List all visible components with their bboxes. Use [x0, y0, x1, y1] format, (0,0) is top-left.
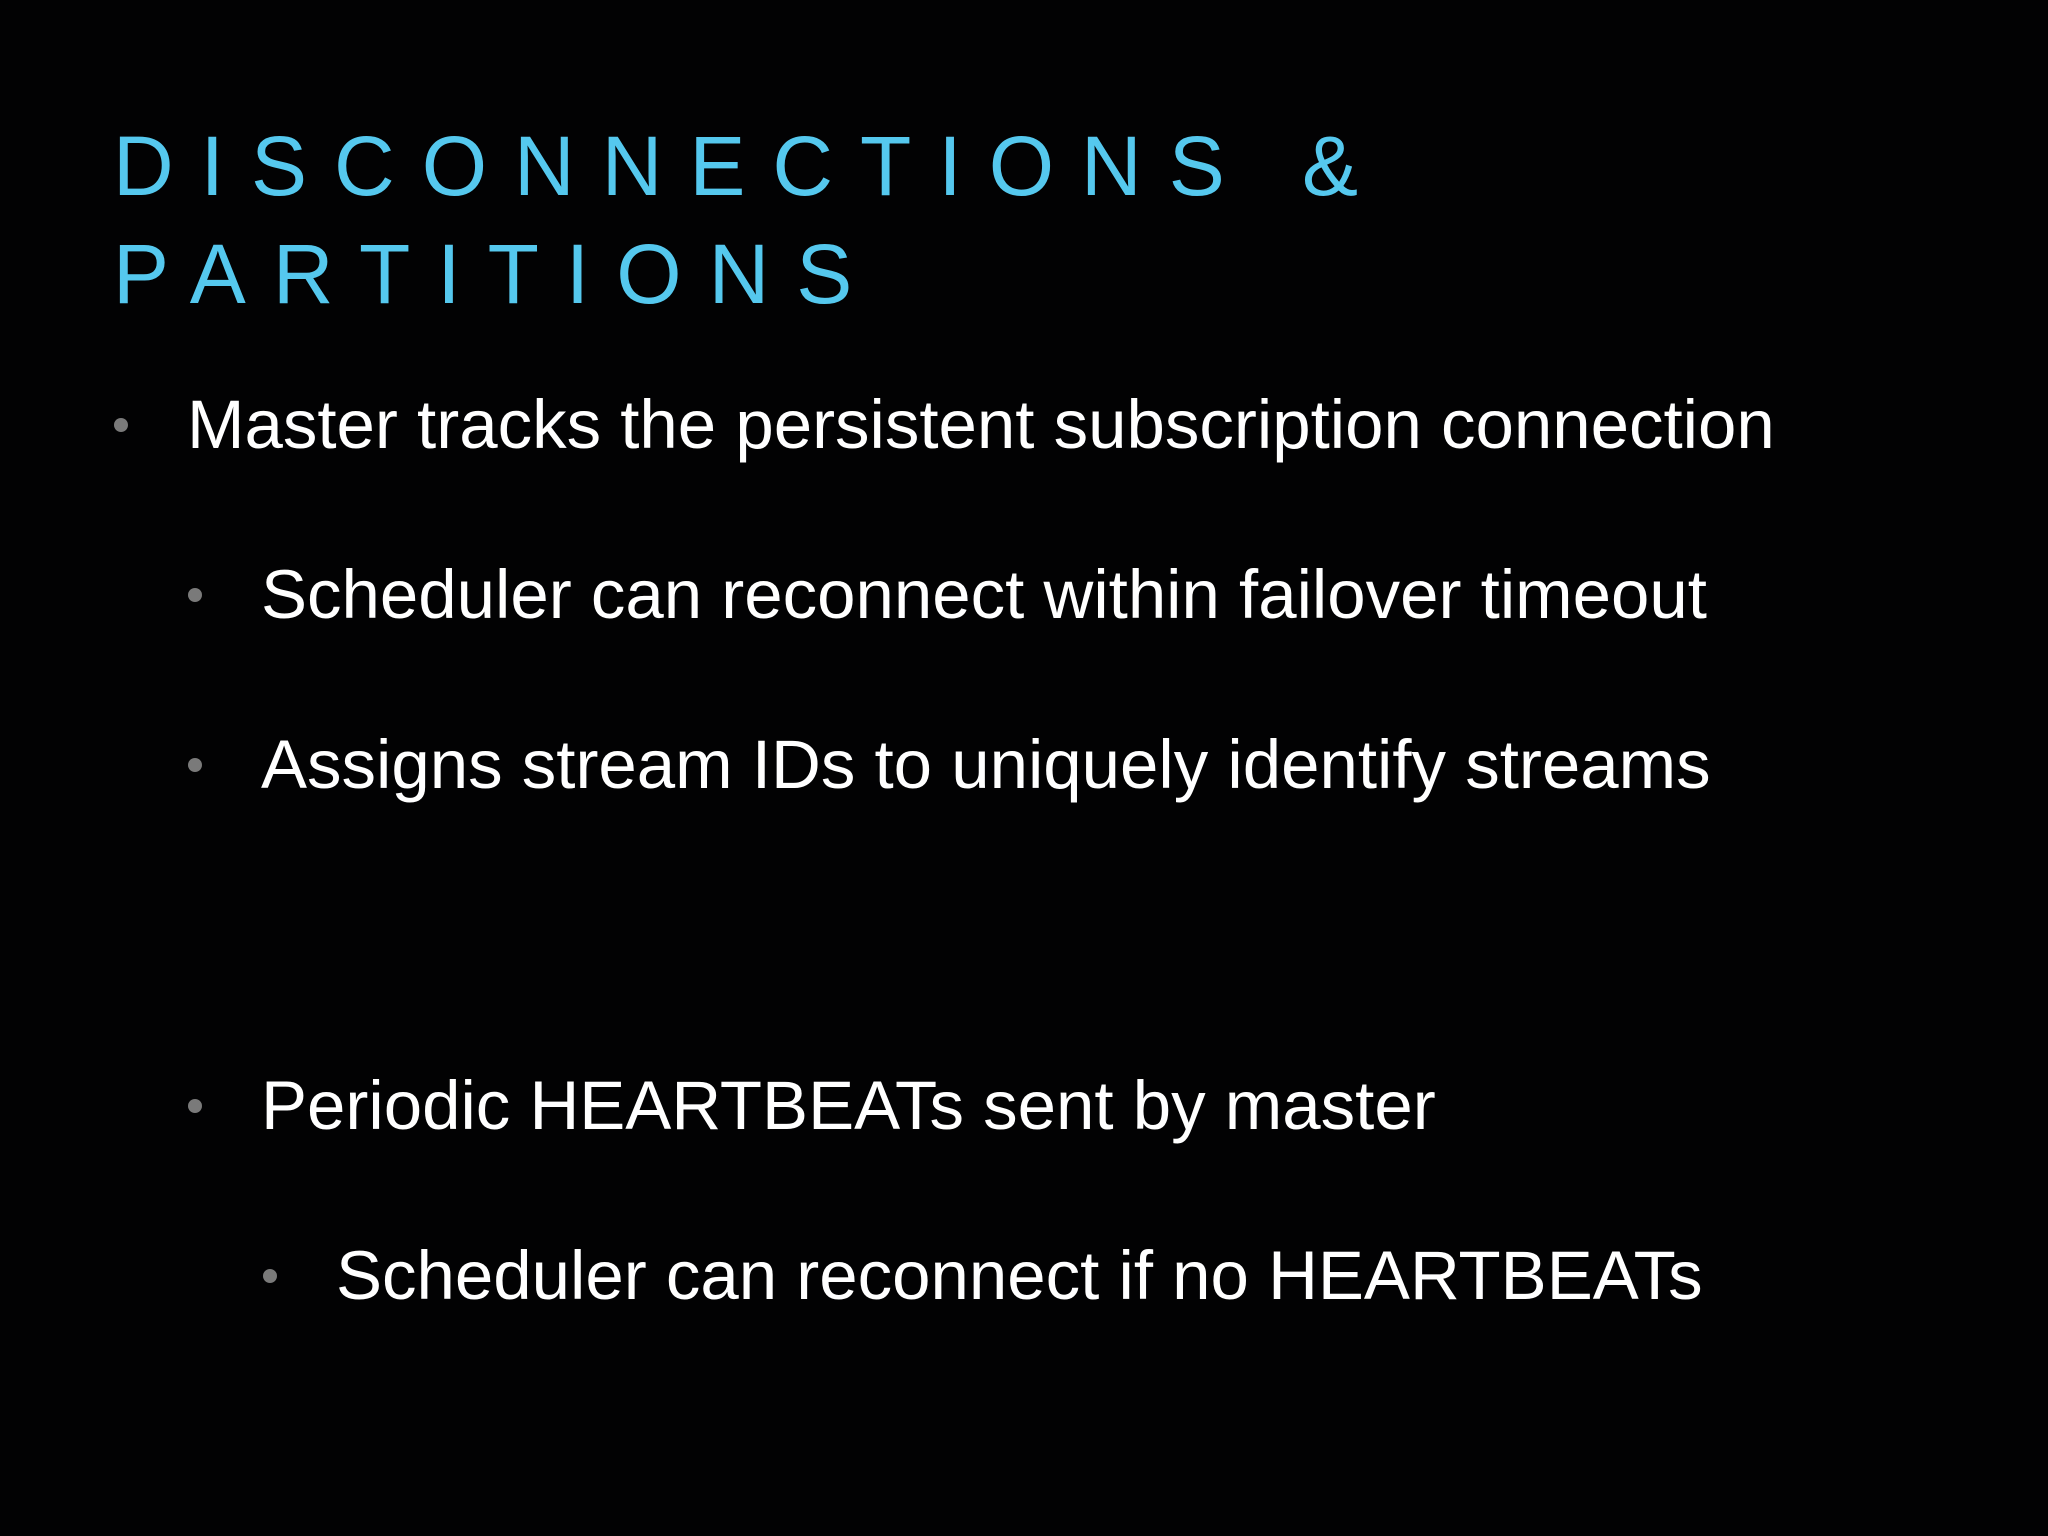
bullet-text: Scheduler can reconnect within failover timeout — [261, 556, 1707, 633]
slide-title-line-2: PARTITIONS — [113, 227, 880, 321]
bullet-text: Periodic HEARTBEATs sent by master — [261, 1067, 1436, 1144]
bullet-item — [188, 725, 1711, 805]
bullet-text: Master tracks the persistent subscription connection — [187, 386, 1775, 463]
bullet-item — [263, 1236, 1703, 1316]
bullet-dot-icon — [188, 1099, 202, 1113]
bullet-item — [188, 1066, 1436, 1146]
slide-title-line-1: DISCONNECTIONS & — [113, 119, 1386, 213]
bullet-dot-icon — [188, 588, 202, 602]
slide-title — [113, 112, 1385, 328]
bullet-dot-icon — [263, 1269, 277, 1283]
bullet-item — [114, 385, 1775, 465]
bullet-dot-icon — [188, 758, 202, 772]
bullet-dot-icon — [114, 418, 128, 432]
bullet-text: Assigns stream IDs to uniquely identify streams — [261, 726, 1711, 803]
bullet-text: Scheduler can reconnect if no HEARTBEATs — [336, 1237, 1703, 1314]
bullet-item — [188, 555, 1707, 635]
